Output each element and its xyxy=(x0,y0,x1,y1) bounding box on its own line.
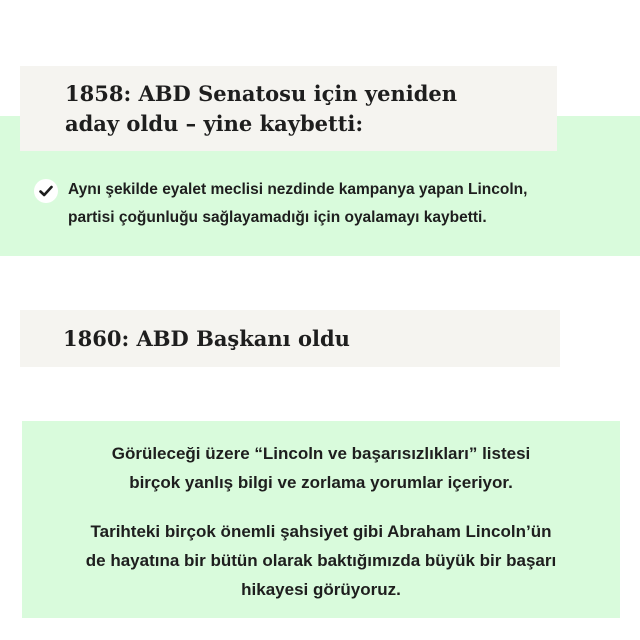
summary-p2-line-3: hikayesi görüyoruz. xyxy=(241,580,401,599)
summary-p2-line-1: Tarihteki birçok önemli şahsiyet gibi Abraham Lincoln’ün xyxy=(90,522,552,541)
bullet-line-2: partisi çoğunluğu sağlayamadığı için oyalamayı kaybetti. xyxy=(68,209,487,226)
title-card-1858 xyxy=(20,66,557,151)
summary-p1-line-2: birçok yanlış bilgi ve zorlama yorumlar içeriyor. xyxy=(129,473,513,492)
summary-box xyxy=(22,421,620,618)
bullet-line-1: Aynı şekilde eyalet meclisi nezdinde kampanya yapan Lincoln, xyxy=(68,181,528,198)
summary-paragraph-1 xyxy=(22,439,620,497)
summary-paragraph-2 xyxy=(22,517,620,604)
check-icon xyxy=(34,179,58,203)
bullet-text xyxy=(68,176,634,232)
summary-p1-line-1: Görüleceği üzere “Lincoln ve başarısızlıkları” listesi xyxy=(111,444,531,463)
title-1860: 1860: ABD Başkanı oldu xyxy=(63,326,350,351)
summary-p2-line-2: de hayatına bir bütün olarak baktığımızda büyük bir başarı xyxy=(85,551,557,570)
title-card-1860 xyxy=(20,310,560,367)
title-1858-line-2: aday oldu – yine kaybetti: xyxy=(65,111,364,136)
title-1858-line-1: 1858: ABD Senatosu için yeniden xyxy=(65,81,458,106)
